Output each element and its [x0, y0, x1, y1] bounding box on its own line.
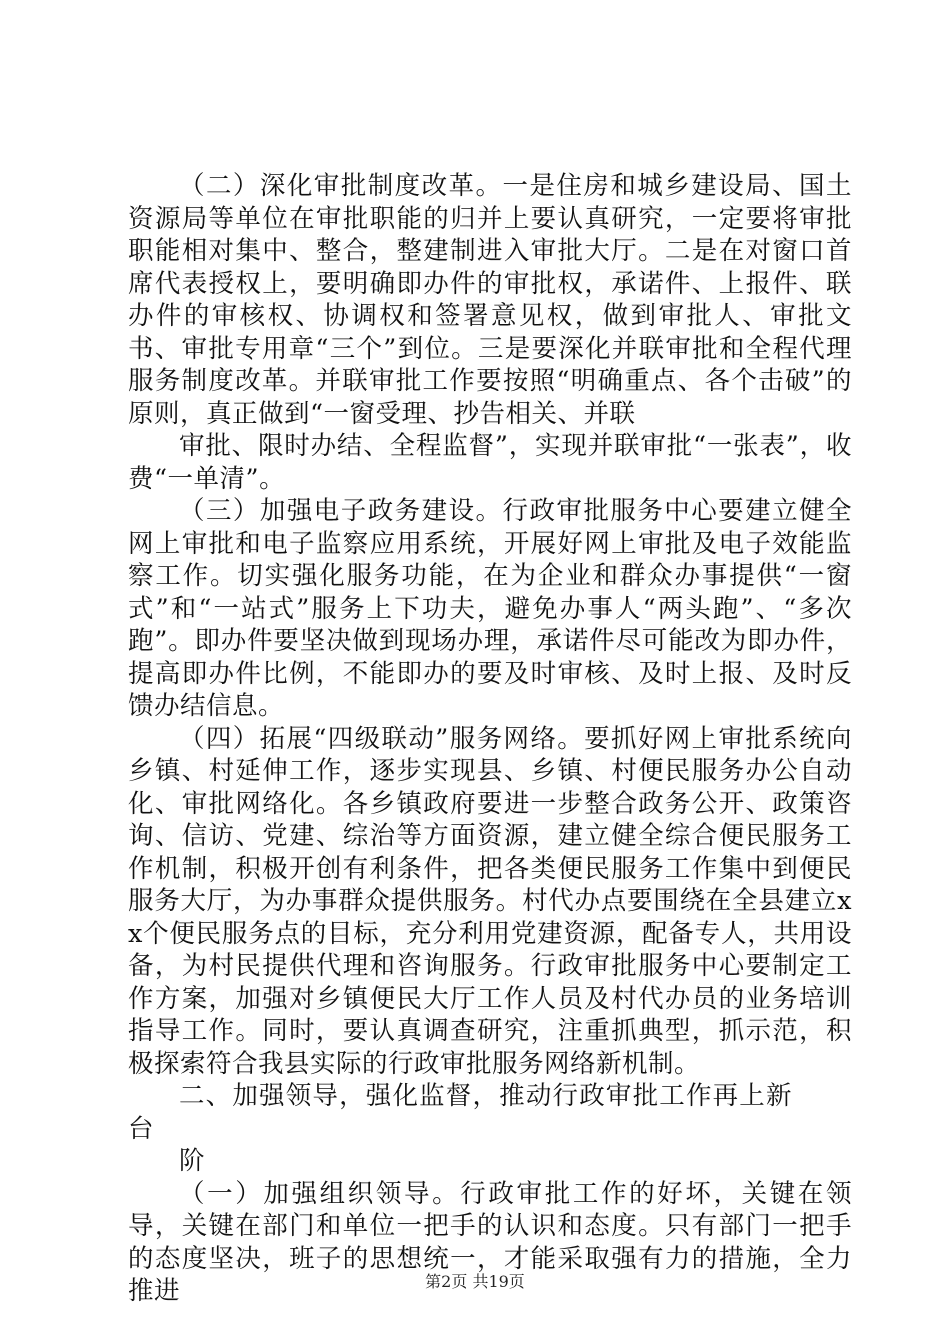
page-number-label: 第2页 共19页	[425, 1272, 525, 1291]
paragraph-deepen-approval-reform: （二）深化审批制度改革。一是住房和城乡建设局、国土资源局等单位在审批职能的归并上要认真研究，一定要将审批职能相对集中、整合，整建制进入审批大厅。二是在对窗口首席代表授权上，要明确即办件的审批权，承诺件、上报件、联办件的审核权、协调权和签署意见权，做到审批人、审批文书、审批专用章“三个”到位。三是要深化并联审批和全程代理服务制度改革。并联审批工作要按照“明确重点、各个击破”的原则，真正做到“一窗受理、抄告相关、并联	[128, 171, 852, 429]
paragraph-continuation: 审批、限时办结、全程监督”，实现并联审批“一张表”，收费“一单清”。	[128, 431, 852, 494]
section-heading-main: 二、加强领导，强化监督，推动行政审批工作再上新台	[128, 1081, 792, 1144]
paragraph-organization-leadership: （一）加强组织领导。行政审批工作的好坏，关键在领导，关键在部门和单位一把手的认识和态度。只有部门一把手的态度坚决，班子的思想统一，才能采取强有力的措施，全力推进	[128, 1178, 852, 1306]
paragraph-e-government: （三）加强电子政务建设。行政审批服务中心要建立健全网上审批和电子监察应用系统，开展好网上审批及电子效能监察工作。切实强化服务功能，在为企业和群众办事提供“一窗式”和“一站式”服务上下功夫，避免办事人“两头跑”、“多次跑”。即办件要坚决做到现场办理，承诺件尽可能改为即办件，提高即办件比例，不能即办的要及时审核、及时上报、及时反馈办结信息。	[128, 496, 852, 721]
section-heading-tail: 阶	[179, 1146, 206, 1176]
document-body	[128, 170, 852, 1308]
section-heading	[128, 1080, 852, 1178]
paragraph-four-level-network: （四）拓展“四级联动”服务网络。要抓好网上审批系统向乡镇、村延伸工作，逐步实现县、乡镇、村便民服务办公自动化、审批网络化。各乡镇政府要进一步整合政务公开、政策咨询、信访、党建、综治等方面资源，建立健全综合便民服务工作机制，积极开创有利条件，把各类便民服务工作集中到便民服务大厅，为办事群众提供服务。村代办点要围绕在全县建立xx个便民服务点的目标，充分利用党建资源，配备专人，共用设备，为村民提供代理和咨询服务。行政审批服务中心要制定工作方案，加强对乡镇便民大厅工作人员及村代办员的业务培训指导工作。同时，要认真调查研究，注重抓典型，抓示范，积极探索符合我县实际的行政审批服务网络新机制。	[128, 723, 852, 1079]
page-footer	[0, 1272, 950, 1292]
